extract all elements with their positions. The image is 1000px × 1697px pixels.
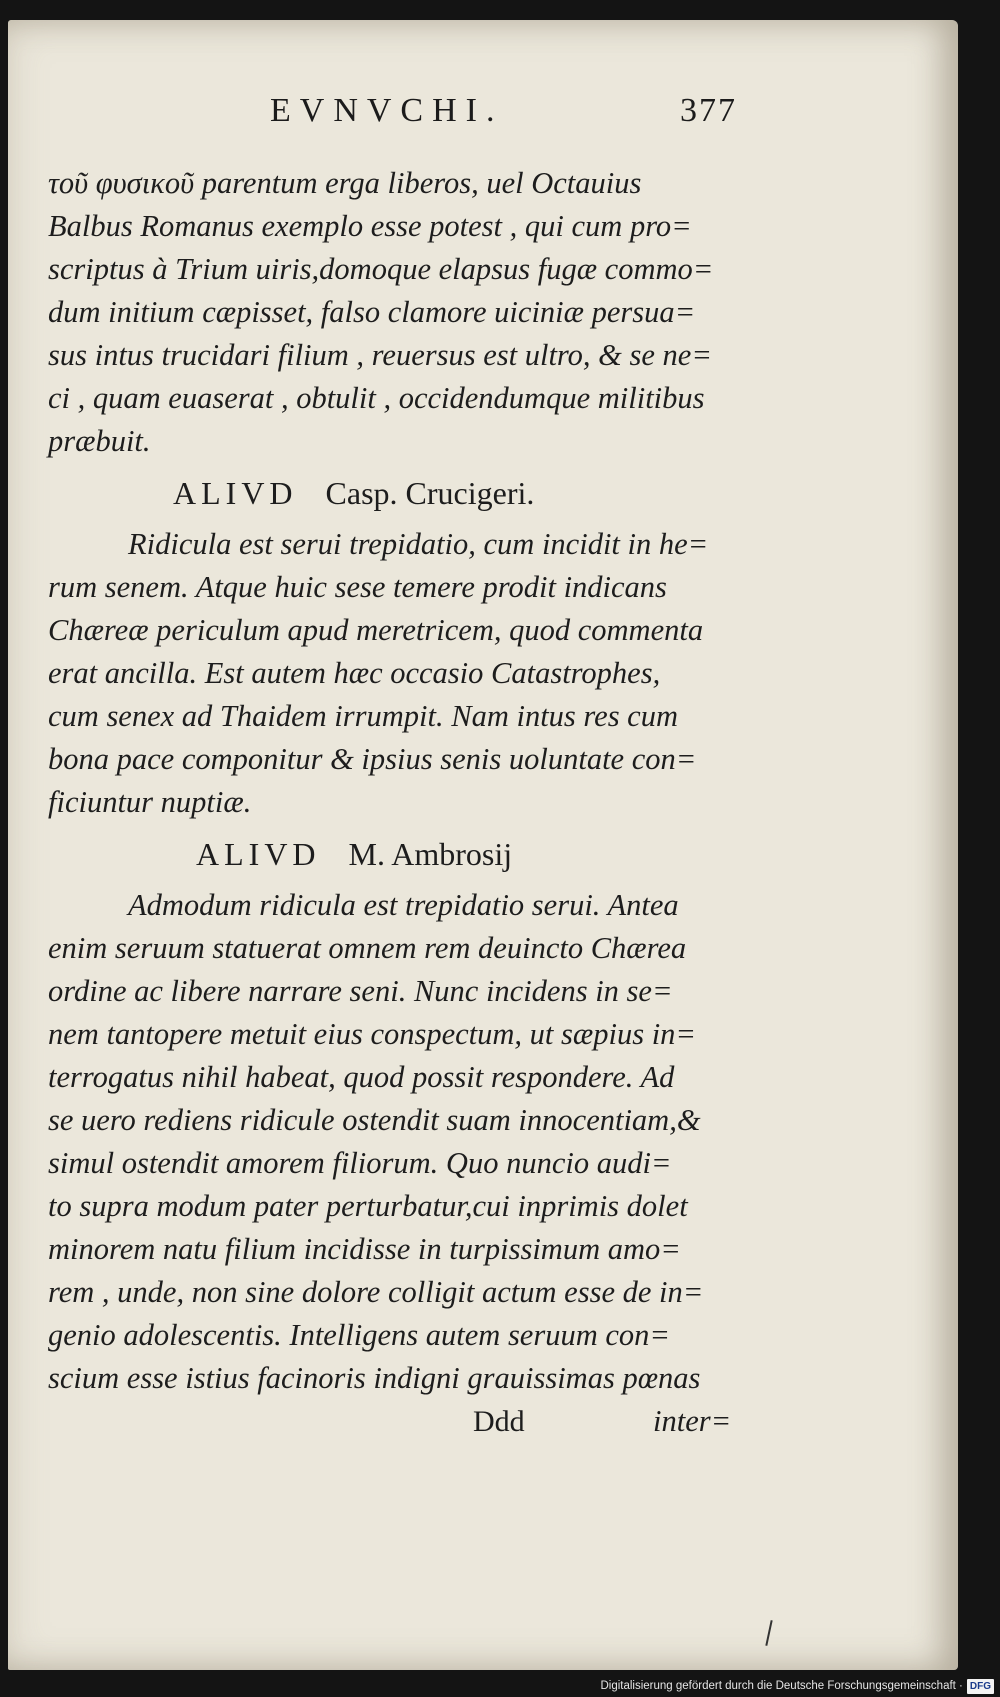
footer-credit: Digitalisierung gefördert durch die Deutsche Forschungsgemeinschaft · (600, 1680, 963, 1692)
text-line: ficiuntur nuptiæ. (48, 785, 252, 819)
text-line: sus intus trucidari filium , reuersus est ultro, & se ne= (48, 338, 712, 372)
text-line: terrogatus nihil habeat, quod possit respondere. Ad (48, 1060, 675, 1094)
text-line: to supra modum pater perturbatur,cui inprimis dolet (48, 1189, 688, 1223)
signature-mark: Ddd (473, 1405, 525, 1438)
catchword: inter= (653, 1404, 732, 1438)
text-line: enim seruum statuerat omnem rem deuincto Chærea (48, 931, 687, 965)
text-line: dum initium cæpisset, falso clamore uiciniæ persua= (48, 295, 696, 329)
heading-caps: ALIVD (196, 836, 321, 872)
text-line: scriptus à Trium uiris,domoque elapsus fugæ commo= (48, 252, 714, 286)
text-line: nem tantopere metuit eius conspectum, ut sæpius in= (48, 1017, 697, 1051)
text-line: rum senem. Atque huic sese temere prodit indicans (48, 570, 667, 604)
section-heading-crucigeri (48, 463, 768, 523)
text-line: se uero rediens ridicule ostendit suam innocentiam,& (48, 1103, 701, 1137)
text-line: cum senex ad Thaidem irrumpit. Nam intus res cum (48, 699, 679, 733)
text-line: rem , unde, non sine dolore colligit actum esse de in= (48, 1275, 704, 1309)
text-line: Balbus Romanus exemplo esse potest , qui cum pro= (48, 209, 692, 243)
text-line: erat ancilla. Est autem hæc occasio Catastrophes, (48, 656, 661, 690)
text-line: minorem natu filium incidisse in turpissimum amo= (48, 1232, 681, 1266)
text-line: genio adolescentis. Intelligens autem seruum con= (48, 1318, 670, 1352)
text-line: ordine ac libere narrare seni. Nunc incidens in se= (48, 974, 673, 1008)
digitization-footer (600, 1675, 1000, 1697)
heading-author: M. Ambrosij (348, 836, 513, 872)
heading-author: Casp. Crucigeri. (325, 475, 535, 511)
dfg-logo-icon: DFG (967, 1679, 994, 1694)
signature-line (48, 1400, 768, 1443)
section-heading-ambrosij (48, 824, 768, 884)
book-page (8, 20, 958, 1670)
page-header (8, 92, 958, 142)
text-line: τοῦ φυσικοῦ parentum erga liberos, uel Octauius (48, 166, 642, 200)
page-number: 377 (680, 92, 737, 129)
heading-caps: ALIVD (173, 475, 298, 511)
text-line: Ridicula est serui trepidatio, cum incidit in he= (128, 527, 709, 561)
text-line: bona pace componitur & ipsius senis uoluntate con= (48, 742, 697, 776)
text-line: præbuit. (48, 424, 151, 458)
text-line: Chæreæ periculum apud meretricem, quod commenta (48, 613, 704, 647)
text-line: scium esse istius facinoris indigni grauissimas pœnas (48, 1361, 701, 1395)
ink-mark (765, 1620, 772, 1646)
text-line: ci , quam euaserat , obtulit , occidendumque militibus (48, 381, 705, 415)
text-line: simul ostendit amorem filiorum. Quo nuncio audi= (48, 1146, 672, 1180)
running-head: EVNVCHI. (270, 92, 504, 129)
text-line: Admodum ridicula est trepidatio serui. Antea (128, 888, 679, 922)
page-text (48, 162, 768, 1443)
